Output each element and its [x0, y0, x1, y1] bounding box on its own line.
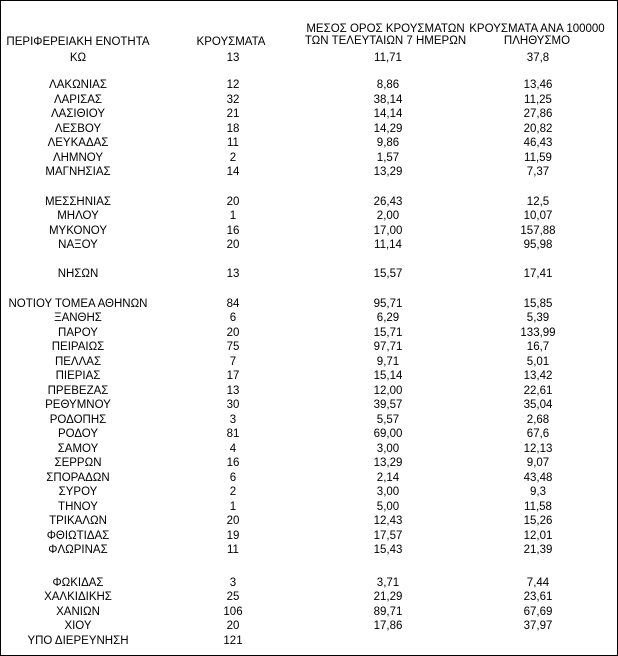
- cell-avg-7-days: 15,71: [373, 327, 403, 339]
- cell-cases: 21: [226, 108, 240, 120]
- cell-cases: 20: [226, 196, 240, 208]
- cell-cases-per-100k: 10,07: [523, 210, 553, 222]
- table-row: [1, 590, 617, 604]
- table-row: [1, 151, 617, 165]
- table-row: [1, 456, 617, 470]
- cell-region: ΛΑΚΩΝΙΑΣ: [49, 79, 107, 91]
- cell-avg-7-days: 21,29: [373, 591, 403, 603]
- cell-cases: 13: [226, 268, 240, 280]
- header-per-line2: ΠΛΗΘΥΣΜΟ: [503, 35, 571, 47]
- cell-avg-7-days: 9,86: [376, 137, 400, 149]
- cell-cases: 19: [226, 530, 240, 542]
- table-row: [1, 529, 617, 543]
- table-row: [1, 442, 617, 456]
- cell-region: ΛΑΡΙΣΑΣ: [53, 94, 103, 106]
- cell-cases-per-100k: 16,7: [526, 341, 550, 353]
- cell-region: ΡΟΔΟΥ: [57, 428, 99, 440]
- cell-cases-per-100k: 9,3: [530, 486, 546, 498]
- cell-cases-per-100k: 12,13: [523, 443, 553, 455]
- cell-region: ΛΕΣΒΟΥ: [54, 123, 102, 135]
- cell-avg-7-days: 2,14: [376, 472, 400, 484]
- table-row: [1, 78, 617, 92]
- table-body: [1, 1, 617, 655]
- cell-region: ΠΕΛΛΑΣ: [54, 356, 102, 368]
- cell-avg-7-days: 17,86: [373, 620, 403, 632]
- cell-cases: 12: [226, 79, 240, 91]
- table-row: [1, 195, 617, 209]
- cell-cases-per-100k: 67,69: [523, 606, 553, 618]
- cell-cases-per-100k: 37,97: [523, 620, 553, 632]
- cell-cases: 13: [226, 52, 240, 64]
- table-row: [1, 224, 617, 238]
- table-row: [1, 340, 617, 354]
- cell-region: ΣΠΟΡΑΔΩΝ: [46, 472, 110, 484]
- cell-cases-per-100k: 67,6: [526, 428, 550, 440]
- cell-cases-per-100k: 35,04: [523, 399, 553, 411]
- cell-region: ΠΕΙΡΑΙΩΣ: [51, 341, 105, 353]
- cell-cases-per-100k: 46,43: [523, 137, 553, 149]
- cell-region: ΧΙΟΥ: [64, 620, 92, 632]
- header-cases-label: ΚΡΟΥΣΜΑΤΑ: [196, 36, 266, 48]
- table-row: [1, 165, 617, 179]
- table-row: [1, 122, 617, 136]
- cell-cases: 11: [227, 137, 239, 149]
- table-row: [1, 51, 617, 65]
- cell-region: ΠΑΡΟΥ: [58, 327, 98, 339]
- cell-region: ΧΑΝΙΩΝ: [56, 606, 100, 618]
- cell-region: ΧΑΛΚΙΔΙΚΗΣ: [44, 591, 112, 603]
- table-row: [1, 398, 617, 412]
- cell-cases: 121: [223, 635, 243, 647]
- cell-cases: 106: [223, 606, 243, 618]
- cell-region: ΜΗΛΟΥ: [57, 210, 99, 222]
- cell-region: ΦΩΚΙΔΑΣ: [52, 577, 104, 589]
- cell-cases-per-100k: 20,82: [523, 123, 553, 135]
- cell-region: ΡΟΔΟΠΗΣ: [49, 414, 107, 426]
- table-row: [1, 485, 617, 499]
- cell-cases-per-100k: 13,46: [523, 79, 553, 91]
- cell-region: ΣΑΜΟΥ: [57, 443, 99, 455]
- cell-avg-7-days: 12,00: [373, 385, 403, 397]
- cell-avg-7-days: 95,71: [373, 298, 403, 310]
- cell-cases: 4: [229, 443, 237, 455]
- cell-region: ΥΠΟ ΔΙΕΡΕΥΝΗΣΗ: [27, 635, 129, 647]
- cell-cases: 20: [226, 239, 240, 251]
- header-avg-line1: ΜΕΣΟΣ ΟΡΟΣ ΚΡΟΥΣΜΑΤΩΝ: [306, 23, 465, 35]
- cell-avg-7-days: 9,71: [376, 356, 400, 368]
- cell-cases: 17: [226, 370, 240, 382]
- cell-region: ΚΩ: [69, 52, 87, 64]
- cell-avg-7-days: 1,57: [376, 152, 400, 164]
- cell-cases: 16: [226, 457, 240, 469]
- cell-cases-per-100k: 21,39: [523, 544, 553, 556]
- cell-cases: 3: [229, 414, 237, 426]
- table-row: [1, 634, 617, 648]
- cell-avg-7-days: 17,00: [373, 225, 403, 237]
- table-row: [1, 619, 617, 633]
- table-row: [1, 543, 617, 557]
- cell-avg-7-days: 15,14: [373, 370, 403, 382]
- cell-cases-per-100k: 37,8: [526, 52, 550, 64]
- cell-cases: 13: [226, 385, 240, 397]
- table-row: [1, 413, 617, 427]
- cell-cases-per-100k: 7,44: [526, 577, 550, 589]
- table-row: [1, 297, 617, 311]
- cell-cases: 16: [226, 225, 240, 237]
- table-row: [1, 500, 617, 514]
- cell-region: ΤΗΝΟΥ: [58, 501, 98, 513]
- cell-cases: 32: [226, 94, 240, 106]
- cell-avg-7-days: 12,43: [373, 515, 403, 527]
- cell-avg-7-days: 14,14: [373, 108, 403, 120]
- header-avg-line2: ΤΩΝ ΤΕΛΕΥΤΑΙΩΝ 7 ΗΜΕΡΩΝ: [304, 35, 467, 47]
- cell-region: ΞΑΝΘΗΣ: [54, 312, 102, 324]
- cell-avg-7-days: 26,43: [373, 196, 403, 208]
- cell-avg-7-days: 8,86: [376, 79, 400, 91]
- cell-cases: 18: [226, 123, 240, 135]
- cell-region: ΝΗΣΩΝ: [57, 268, 99, 280]
- header-region-label: ΠΕΡΙΦΕΡΕΙΑΚΗ ΕΝΟΤΗΤΑ: [6, 36, 150, 48]
- cell-avg-7-days: 69,00: [373, 428, 403, 440]
- table-row: [1, 238, 617, 252]
- cell-cases: 11: [227, 544, 239, 556]
- table-row: [1, 471, 617, 485]
- cell-avg-7-days: 11,71: [374, 52, 402, 64]
- cell-cases-per-100k: 15,26: [523, 515, 553, 527]
- cell-avg-7-days: 3,00: [376, 443, 400, 455]
- cell-cases-per-100k: 27,86: [523, 108, 553, 120]
- cell-cases-per-100k: 11,25: [524, 94, 552, 106]
- cell-avg-7-days: 6,29: [376, 312, 400, 324]
- cell-region: ΠΙΕΡΙΑΣ: [55, 370, 101, 382]
- cell-region: ΜΕΣΣΗΝΙΑΣ: [44, 196, 112, 208]
- cell-region: ΣΕΡΡΩΝ: [54, 457, 102, 469]
- cell-cases-per-100k: 12,5: [526, 196, 550, 208]
- table-row: [1, 355, 617, 369]
- header-per-line1: ΚΡΟΥΣΜΑΤΑ ΑΝΑ 100000: [469, 23, 605, 35]
- cell-avg-7-days: 2,00: [376, 210, 400, 222]
- cell-avg-7-days: 17,57: [373, 530, 403, 542]
- table-row: [1, 107, 617, 121]
- cell-avg-7-days: 38,14: [373, 94, 403, 106]
- cell-avg-7-days: 14,29: [373, 123, 403, 135]
- cell-cases-per-100k: 11,59: [524, 152, 552, 164]
- table-row: [1, 93, 617, 107]
- cell-cases-per-100k: 15,85: [523, 298, 553, 310]
- cell-avg-7-days: 11,14: [374, 239, 402, 251]
- cell-cases: 2: [229, 152, 237, 164]
- cell-cases-per-100k: 95,98: [523, 239, 553, 251]
- cell-cases: 3: [229, 577, 237, 589]
- cell-cases-per-100k: 157,88: [520, 225, 556, 237]
- table-row: [1, 209, 617, 223]
- cell-cases: 75: [226, 341, 240, 353]
- cell-region: ΜΥΚΟΝΟΥ: [48, 225, 108, 237]
- cell-cases-per-100k: 11,58: [524, 501, 552, 513]
- cell-cases-per-100k: 12,01: [523, 530, 553, 542]
- table-row: [1, 427, 617, 441]
- cell-region: ΦΘΙΩΤΙΔΑΣ: [46, 530, 110, 542]
- cell-cases: 25: [226, 591, 240, 603]
- cell-region: ΡΕΘΥΜΝΟΥ: [45, 399, 111, 411]
- table-row: [1, 326, 617, 340]
- cell-cases: 6: [229, 312, 237, 324]
- cell-avg-7-days: 5,00: [376, 501, 400, 513]
- cell-region: ΛΗΜΝΟΥ: [52, 152, 104, 164]
- cell-region: ΦΛΩΡΙΝΑΣ: [48, 544, 108, 556]
- cell-cases: 81: [226, 428, 240, 440]
- table-row: [1, 576, 617, 590]
- cell-region: ΛΕΥΚΑΔΑΣ: [47, 137, 109, 149]
- cell-region: ΝΟΤΙΟΥ ΤΟΜΕΑ ΑΘΗΝΩΝ: [8, 298, 148, 310]
- cell-cases: 84: [226, 298, 240, 310]
- cell-cases-per-100k: 5,39: [526, 312, 550, 324]
- cell-cases: 30: [226, 399, 240, 411]
- cell-cases: 14: [226, 166, 240, 178]
- cell-cases-per-100k: 5,01: [526, 356, 550, 368]
- cell-avg-7-days: 39,57: [373, 399, 403, 411]
- cell-avg-7-days: 5,57: [376, 414, 400, 426]
- cell-cases-per-100k: 22,61: [523, 385, 553, 397]
- cell-cases: 6: [229, 472, 237, 484]
- table-row: [1, 514, 617, 528]
- cell-region: ΝΑΞΟΥ: [58, 239, 98, 251]
- cell-region: ΛΑΣΙΘΙΟΥ: [50, 108, 106, 120]
- cell-cases: 2: [229, 486, 237, 498]
- cell-cases: 20: [226, 620, 240, 632]
- cell-avg-7-days: 89,71: [373, 606, 403, 618]
- table-row: [1, 136, 617, 150]
- cell-cases-per-100k: 2,68: [526, 414, 550, 426]
- cell-cases: 20: [226, 515, 240, 527]
- cell-region: ΜΑΓΝΗΣΙΑΣ: [45, 166, 111, 178]
- cell-avg-7-days: 3,00: [376, 486, 400, 498]
- table-row: [1, 384, 617, 398]
- cell-cases-per-100k: 17,41: [523, 268, 553, 280]
- cell-cases: 20: [226, 327, 240, 339]
- cell-region: ΤΡΙΚΑΛΩΝ: [49, 515, 107, 527]
- cell-cases-per-100k: 7,37: [526, 166, 550, 178]
- cell-cases-per-100k: 133,99: [520, 327, 556, 339]
- cell-region: ΣΥΡΟΥ: [58, 486, 98, 498]
- cell-cases-per-100k: 43,48: [523, 472, 553, 484]
- cell-cases-per-100k: 13,42: [523, 370, 553, 382]
- cell-avg-7-days: 15,57: [373, 268, 403, 280]
- cell-cases-per-100k: 23,61: [523, 591, 553, 603]
- cell-cases: 1: [229, 501, 237, 513]
- table-row: [1, 369, 617, 383]
- cell-avg-7-days: 13,29: [373, 166, 403, 178]
- cell-avg-7-days: 97,71: [373, 341, 403, 353]
- cell-cases: 7: [229, 356, 237, 368]
- cell-cases: 1: [229, 210, 237, 222]
- cell-region: ΠΡΕΒΕΖΑΣ: [47, 385, 109, 397]
- cell-avg-7-days: 13,29: [373, 457, 403, 469]
- cell-avg-7-days: 3,71: [376, 577, 400, 589]
- cell-cases-per-100k: 9,07: [526, 457, 550, 469]
- table-row: [1, 311, 617, 325]
- cell-avg-7-days: 15,43: [373, 544, 403, 556]
- table-row: [1, 605, 617, 619]
- table-row: [1, 267, 617, 281]
